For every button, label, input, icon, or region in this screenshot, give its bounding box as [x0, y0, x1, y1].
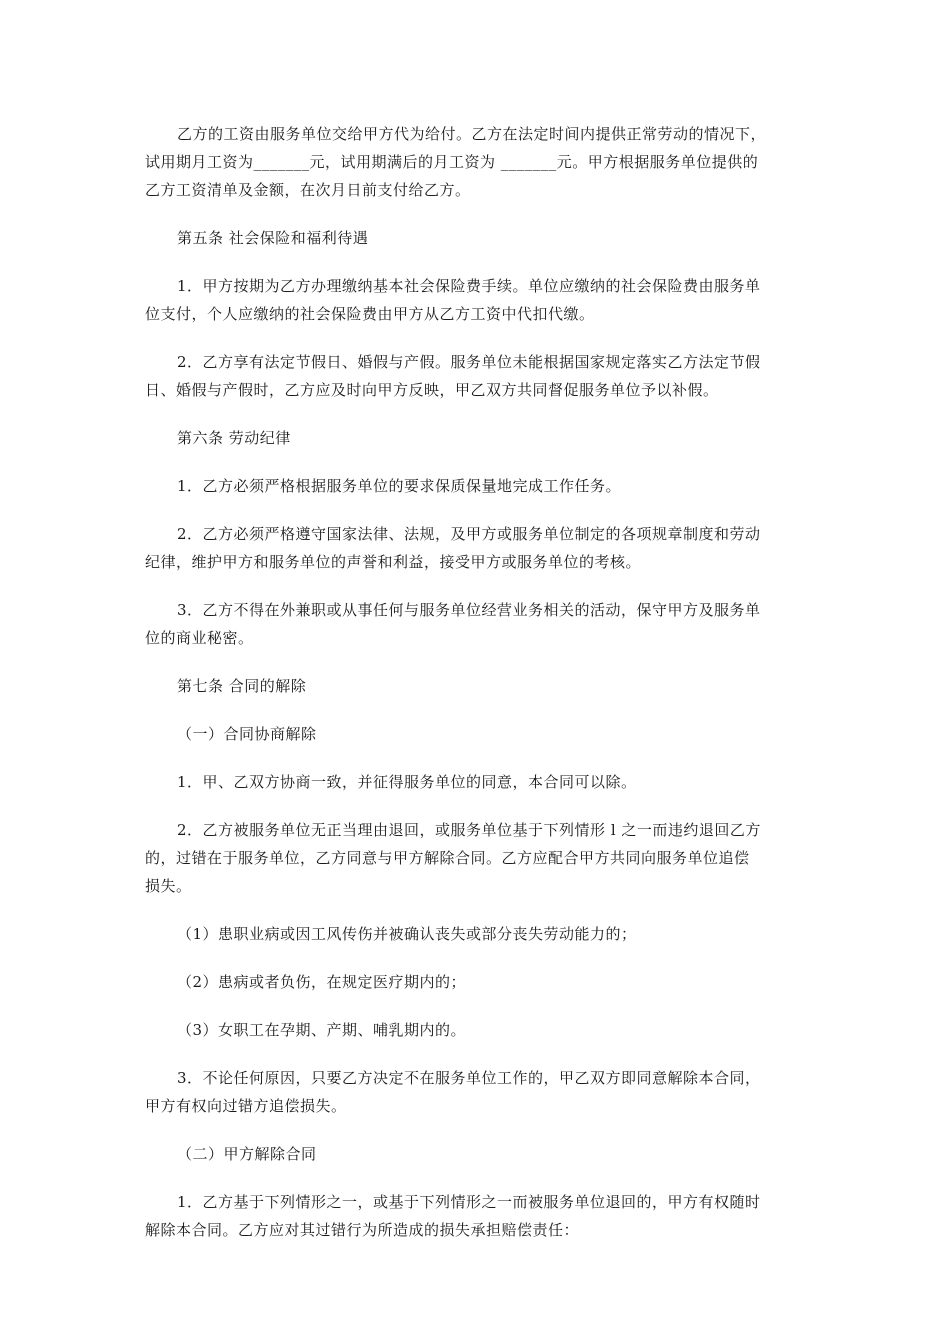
text-line: 乙方工资清单及金额，在次月日前支付给乙方。 — [145, 181, 471, 199]
paragraph-6-1 — [145, 472, 810, 500]
article-7-heading: 第七条 合同的解除 — [177, 677, 307, 695]
text-line: 日、婚假与产假时，乙方应及时向甲方反映，甲乙双方共同督促服务单位予以补假。 — [145, 381, 719, 399]
text-line: 的，过错在于服务单位，乙方同意与甲方解除合同。乙方应配合甲方共同向服务单位追偿 — [145, 849, 750, 867]
list-item-3: （3）女职工在孕期、产期、哺乳期内的。 — [177, 1021, 467, 1039]
text-line: 位支付，个人应缴纳的社会保险费由甲方从乙方工资中代扣代缴。 — [145, 305, 595, 323]
section-2-heading: （二）甲方解除合同 — [177, 1145, 317, 1163]
text-line: 3．乙方不得在外兼职或从事任何与服务单位经营业务相关的活动，保守甲方及服务单 — [177, 601, 761, 619]
text-line: 1．乙方基于下列情形之一，或基于下列情形之一而被服务单位退回的，甲方有权随时 — [177, 1193, 761, 1211]
document-page — [145, 120, 810, 1244]
list-item-2: （2）患病或者负伤，在规定医疗期内的； — [177, 973, 467, 991]
paragraph-wage-payment — [145, 120, 810, 204]
text-line: 解除本合同。乙方应对其过错行为所造成的损失承担赔偿责任： — [145, 1221, 580, 1239]
paragraph-6-2 — [145, 520, 810, 576]
paragraph-7-1-3 — [145, 1064, 810, 1120]
paragraph-5-2 — [145, 348, 810, 404]
text-line: 1．甲、乙双方协商一致，并征得服务单位的同意，本合同可以除。 — [177, 773, 637, 791]
text-line: 乙方的工资由服务单位交给甲方代为给付。乙方在法定时间内提供正常劳动的情况下， — [177, 125, 767, 143]
text-line: 1．甲方按期为乙方办理缴纳基本社会保险费手续。单位应缴纳的社会保险费由服务单 — [177, 277, 761, 295]
text-line: 1．乙方必须严格根据服务单位的要求保质保量地完成工作任务。 — [177, 477, 622, 495]
section-1-heading: （一）合同协商解除 — [177, 725, 317, 743]
text-line: 损失。 — [145, 877, 192, 895]
text-line: 2．乙方必须严格遵守国家法律、法规，及甲方或服务单位制定的各项规章制度和劳动 — [177, 525, 761, 543]
article-5-heading: 第五条 社会保险和福利待遇 — [177, 229, 369, 247]
paragraph-5-1 — [145, 272, 810, 328]
paragraph-6-3 — [145, 596, 810, 652]
paragraph-7-1-1 — [145, 768, 810, 796]
article-6-heading: 第六条 劳动纪律 — [177, 429, 291, 447]
text-line: 纪律，维护甲方和服务单位的声誉和利益，接受甲方或服务单位的考核。 — [145, 553, 642, 571]
text-line: 2．乙方享有法定节假日、婚假与产假。服务单位未能根据国家规定落实乙方法定节假 — [177, 353, 761, 371]
text-line: 甲方有权向过错方追偿损失。 — [145, 1097, 347, 1115]
paragraph-7-1-2 — [145, 816, 810, 900]
paragraph-7-2-1 — [145, 1188, 810, 1244]
text-line: 位的商业秘密。 — [145, 629, 254, 647]
text-line: 2．乙方被服务单位无正当理由退回，或服务单位基于下列情形 l 之一而违约退回乙方 — [177, 821, 761, 839]
list-item-1: （1）患职业病或因工风传伤并被确认丧失或部分丧失劳动能力的； — [177, 925, 637, 943]
text-line: 3．不论任何原因，只要乙方决定不在服务单位工作的，甲乙双方即同意解除本合同， — [177, 1069, 761, 1087]
text-line: 试用期月工资为_______元，试用期满后的月工资为 _______元。甲方根据服务单位提供的 — [145, 153, 759, 171]
